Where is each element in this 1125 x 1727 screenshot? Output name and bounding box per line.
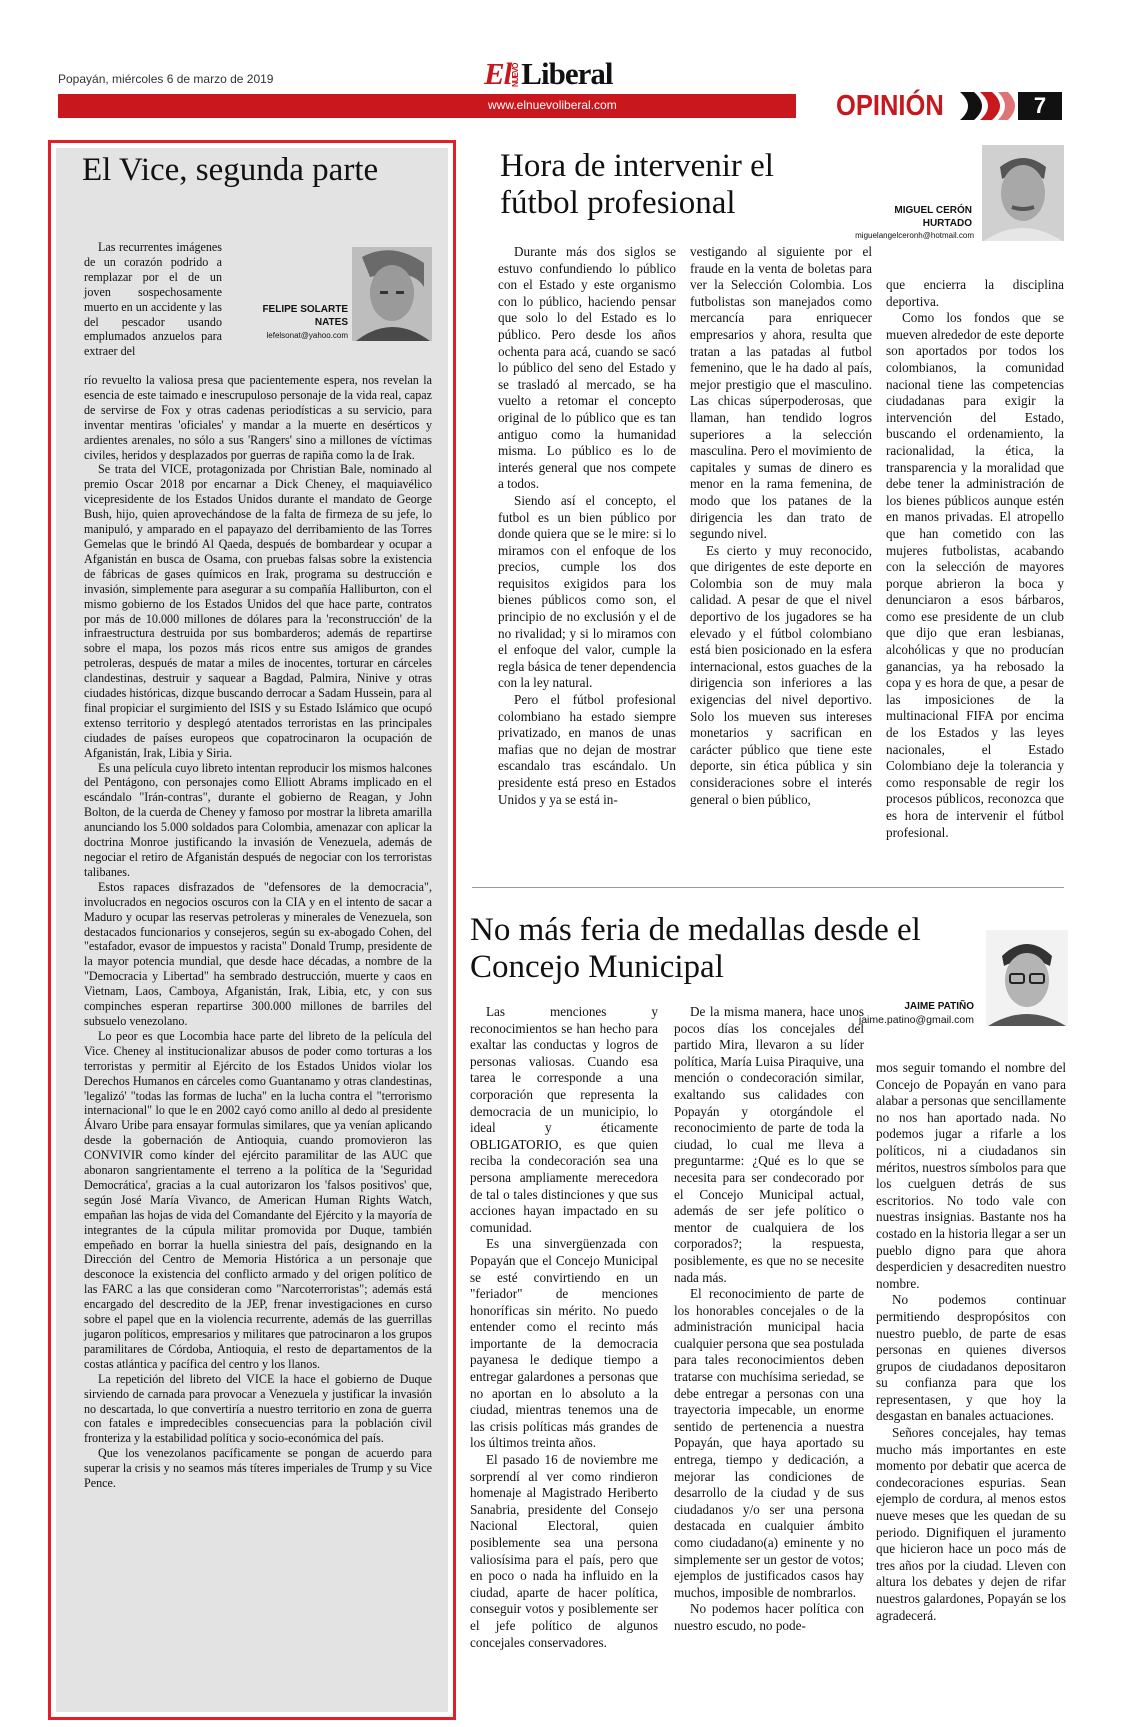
article3-paragraph: mos seguir tomando el nombre del Concejo de Popayán en vano para alabar a personas que sencillamente no nos han aportado nada. No podemos jugar a rifarle a los políticos, ni a ciudadanos sin méritos, nuestros símbolos para que los cuelguen detrás de sus escritorios. No todo vale con nuestras insignias. Bastante nos ha costado en la historia llegar a ser un pueblo digno para que ahora desperdicien y desacrediten nuestro nombre. — [876, 1060, 1066, 1291]
article1-intro — [84, 240, 222, 359]
article3-title[interactable]: No más feria de medallas desde el Concejo Municipal — [470, 912, 921, 985]
section-title: OPINIÓN — [836, 90, 944, 122]
article3-paragraph: Es una sinvergüenzada con Popayán que el Concejo Municipal se esté convirtiendo en un "feriador" de menciones honoríficas sin mérito. No puedo entender como el recinto más importante de la democracia payanesa le dedique tiempo a entregar galardones a personas que no aportan en lo absoluto a la ciudad, mientras tenemos una de las crisis políticas más grandes de los últimos treinta años. — [470, 1236, 658, 1451]
article2-paragraph: Es cierto y muy reconocido, que dirigentes de este deporte en Colombia son de muy mala calidad. A pesar de que el nivel deportivo de los jugadores se ha elevado y el fútbol colombiano está bien posicionado en la esfera internacional, estos guaches de la dirigencia son inferiores a las exigencias del nivel deportivo. Solo los mueven sus intereses monetarios y sacrifican en carácter público que tiene este deporte, sin ética pública y sin consideraciones sobre el interés general o bien público, — [690, 542, 872, 807]
article1-paragraph: La repetición del libreto del VICE la hace el gobierno de Duque sirviendo de carnada para provocar a Venezuela y justificar la invasión no descartada, lo que convertiría a nuestro territorio en zona de guerra con fatales e impredecibles consecuencias para la población civil fronteriza y la estabilidad política y socio-económica del país. — [84, 1371, 432, 1446]
article2-paragraph: vestigando al siguiente por el fraude en la venta de boletas para ver la Selección Colombia. Los futbolistas son manejados como mercancía para enriquecer empresarios y ahora, resulta que tratan a las patadas al futbol femenino, que le ha dado al país, mejor prestigio que el masculino. Las chicas súperpoderosas, que llaman, han tendido logros superiores a la selección masculina. Pero el movimiento de capitales y sumas de dinero es menor en la rama femenina, de modo que los patanes de la dirigencia les dan trato de segundo nivel. — [690, 244, 872, 542]
issue-date: Popayán, miércoles 6 de marzo de 2019 — [58, 72, 274, 86]
article1-title[interactable]: El Vice, segunda parte — [82, 152, 379, 188]
article3-column — [470, 1004, 658, 1651]
author3-photo — [986, 930, 1068, 1026]
newspaper-logo[interactable] — [484, 58, 612, 89]
article1-paragraph: río revuelto la valiosa presa que pacientemente espera, nos revelan la esencia de este taimado e inescrupuloso personaje de la vida real, capaz de servirse de Fox y otras cadenas periodísticas a su servicio, para inventar mentiras 'oficiales' y mandar a la muerte en desérticos y ardientes arenales, no sólo a sus 'Rangers' sino a millones de víctimas civiles, heridos y desplazados por guerras de rapiña como la de Irak. — [84, 373, 432, 462]
website-url[interactable]: www.elnuevoliberal.com — [488, 98, 617, 112]
article3-column — [876, 1060, 1066, 1624]
article2-paragraph: que encierra la disciplina deportiva. — [886, 277, 1064, 309]
article2-column — [690, 244, 872, 808]
author1-photo — [352, 247, 432, 341]
author3-email[interactable]: jaime.patino@gmail.com — [858, 1014, 974, 1026]
header-red-bar — [58, 94, 796, 118]
article2-paragraph: Pero el fútbol profesional colombiano ha estado siempre privatizado, en manos de unas mafias que no dejan de mostrar escandalo tras escándalo. Un presidente está preso en Estados Unidos y ya se está in- — [498, 692, 676, 807]
article1-paragraph: Es una película cuyo libreto intentan reproducir los mismos halcones del Pentágono, con personajes como Elliott Abrams implicado en el escándalo "Irán-contras", durante el gobierno de Reagan, y John Bolton, de la cuerda de Cheney y famoso por mostrar la libreta amarilla anunciando los 5.000 soldados para Colombia, amenazar con aplicar la doctrina Monroe justificando la invasión de Venezuela, además de negociar el retiro de Afganistán después de negociar con los terroristas talibanes. — [84, 760, 432, 879]
author1-email[interactable]: lefelsonat@yahoo.com — [266, 331, 348, 340]
author2-email[interactable]: miguelangelceronh@hotmail.com — [855, 231, 974, 240]
article1-paragraph: Que los venezolanos pacíficamente se pongan de acuerdo para superar la crisis y no seamos más títeres imperiales de Trump y su Vice Pence. — [84, 1446, 432, 1491]
author3-name: JAIME PATIÑO — [904, 1001, 974, 1012]
author2-name: MIGUEL CERÓN HURTADO — [894, 205, 972, 229]
article3-paragraph: El pasado 16 de noviembre me sorprendí al ver como rindieron homenaje al Magistrado Heriberto Sanabria, presidente del Consejo Nacional Electoral, quien posiblemente sea una persona valiosísima para el país, pero que en poco o nada ha influido en la ciudad, aparte de hacer política, conseguir votos y posiblemente ser el jefe político de algunos concejales conservadores. — [470, 1452, 658, 1650]
article3-paragraph: Señores concejales, hay temas mucho más importantes en este momento por debatir que acerca de condecoraciones espurias. Sean ejemplo de cordura, al menos estos nueve meses que les quedan de su periodo. Dignifiquen el juramento que hicieron hace un poco más de tres años por la ciudad. Lleven con altura los debates y dejen de rifar nuestros galardones, Popayán se los agradecerá. — [876, 1425, 1066, 1623]
divider — [472, 887, 1064, 888]
page-number: 7 — [1018, 92, 1062, 120]
article1-paragraph: Estos rapaces disfrazados de "defensores de la democracia", involucrados en negocios oscuros con la CIA y en el intento de sacar a Maduro y ocupar las reservas petroleras y minerales de Venezuela, son destacados funcionarios y consejeros, según su ex-abogado Cohen, del "estafador, evasor de impuestos y racista" Donald Trump, presidente de la mayor potencia mundial, que desde hace décadas, a nombre de la "Democracia y Libertad" ha sembrado destrucción, muerte y caos en Vietnam, Laos, Camboya, Afganistán, Irak, Libia, etc, y con sus compinches esperan repartirse 300.000 millones de barriles del subsuelo venezolano. — [84, 879, 432, 1028]
article3-paragraph: Las menciones y reconocimientos se han hecho para exaltar las conductas y logros de personas valiosas. Cuando esa tarea le corresponde a una corporación que representa la democracia de un municipio, lo ideal y éticamente OBLIGATORIO, es que quien reciba la condecoración sea una persona ampliamente merecedora de tal o tales distinciones y que sus acciones hayan impactado en su comunidad. — [470, 1004, 658, 1235]
article2-column — [498, 244, 676, 808]
article3-paragraph: No podemos continuar permitiendo despropósitos con nuestro pueblo, de parte de esas personas en quienes diversos grupos de ciudadanos depositaron su confianza para que los representasen, y que hoy la desgastan en banales actuaciones. — [876, 1292, 1066, 1424]
logo-nuevo: NUEVO — [511, 63, 521, 87]
article2-paragraph: Como los fondos que se mueven alrededor de este deporte son aportados por todos los colombianos, la comunidad nacional tiene las competencias ciudadanas para exigir la intervención del Estado, buscando el ordenamiento, la racionalidad, la ética, la transparencia y la moralidad que debe tener la administración de los bienes públicos aunque estén en manos privadas. El atropello que han cometido con las mujeres futbolistas, acabando con la selección de mayores porque abrieron la boca y denunciaron a esos bárbaros, como ese presidente de un club que dijo que eran lesbianas, alcohólicas y que no producían ganancias, ya ha rebosado la copa y es hora de que, a pesar de las imposiciones de la multinacional FIFA por encima de los Estados y las leyes nacionales, el Estado Colombiano deje la tolerancia y como responsable de regir los procesos públicos, reconozca que es hora de intervenir el fútbol profesional. — [886, 310, 1064, 840]
article2-paragraph: Siendo así el concepto, el futbol es un bien público por donde quiera que se le mire: si lo miramos con el enfoque de los precios, cumple los dos requisitos exigidos para los bienes públicos como son, el principio de no exclusión y el de no rivalidad; y si lo miramos con el enfoque del valor, cumple la regla básica de tener dependencia con la ley natural. — [498, 492, 676, 691]
logo-liberal: Liberal — [521, 56, 613, 91]
article3-paragraph: No podemos hacer política con nuestro escudo, no pode- — [674, 1601, 864, 1633]
logo-el: El — [484, 56, 512, 91]
article2-column — [886, 277, 1064, 841]
article3-paragraph: De la misma manera, hace unos pocos días los concejales del partido Mira, llevaron a su líder política, María Luisa Piraquive, una mención o condecoración similar, exaltando sus calidades con Popayán y otorgándole el reconocimiento de parte de toda la ciudad, lo cual me lleva a preguntarme: ¿Qué es lo que se necesita para ser condecorado por el Concejo Municipal actual, además de ser jefe político o mentor de cualquiera de los corporados?; la respuesta, posiblemente, es que no se necesite nada más. — [674, 1004, 864, 1285]
article2-title[interactable]: Hora de intervenir el fútbol profesional — [500, 148, 774, 221]
article3-column — [674, 1004, 864, 1635]
author1-name: FELIPE SOLARTE NATES — [262, 304, 348, 328]
article1-paragraph: Se trata del VICE, protagonizada por Christian Bale, nominado al premio Oscar 2018 por encarnar a Dick Cheney, el maquiavélico vicepresidente de los Estados Unidos durante el mandato de George Bush, hijo, quien aprovechándose de la falta de firmeza de su jefe, lo manipuló, y amparado en el papayazo del derribamiento de las Torres Gemelas que le brindó Al Qaeda, después de bombardear y ocupar a Afganistán en busca de Osama, con pruebas falsas sobre la existencia de fábricas de gases químicos en Irak, programa su destrucción e invasión, simplemente para asegurar a su compañía Halliburton, con el mismo gobierno de los Estados Unidos del que hace parte, contratos por más de 10.000 millones de dólares para la 'reconstrucción' de la infraestructura destruida por sus bombarderos; además de repartirse sobre el mapa, los pozos más ricos entre sus amigos de grandes petroleras, después de matar a miles de inocentes, torturar en cárceles clandestinas, destruir y saquear a Bagdad, Palmira, Ninive y otras ciudades históricas, dizque buscando derrocar a Sadam Hussein, para al final propiciar el surgimiento del ISIS y su Estado Islámico que ocupó extenso territorio y desplegó atentados terroristas en las principales ciudades de países europeos que copatrocinaron la ocupación de Afganistán, Irak, Libia y Siria. — [84, 462, 432, 760]
article1-paragraph: Lo peor es que Locombia hace parte del libreto de la película del Vice. Cheney al institucionalizar abusos de poder como torturas a los terroristas y permitir al Ejército de los Estados Unidos violar los Derechos Humanos en cárceles como Guantanamo y otras clandestinas, 'legalizó' "todas las formas de lucha" en la lucha contra el "terrorismo internacional" lo que le en 2002 cayó como anillo al dedo al presidente Álvaro Uribe para ensayar formulas similares, que ya venían aplicando desde la gobernación de Antioquia, cuando promovieron las CONVIVIR como kínder del ejército paramilitar de las AUC que abonaron sangrientamente el terreno a la política de la 'Seguridad Democrática', gracias a la cual autorizaron los 'falsos positivos' que, según José María Vivanco, de American Human Rights Watch, empañan las hojas de vida del Comandante del Ejército y la mayoría de integrantes de la cúpula militar promovida por Duque, también empeñado en borrar la huella siniestra del país, designando en la Dirección del Centro de Memoria Histórica a un personaje que desconoce la existencia del conflicto armado y del origen político de las FARC a las que consideran como "Narcoterroristas"; además está encargado del descredito de la JEP, frenar investigaciones en curso sobre el papel que en la violencia recurrente, además de las guerrillas jugaron políticos, empresarios y militares que patrocinaron a los grupos paramilitares de Córdoba, Antioquia, el resto de departamentos de la costas atlántica y pacífica del centro y los llanos. — [84, 1028, 432, 1371]
author2-photo — [982, 145, 1064, 241]
chevron-icon — [960, 92, 1020, 120]
article1-body — [84, 373, 432, 1491]
article1-intro-text: Las recurrentes imágenes de un corazón podrido a remplazar por el de un joven sospechosamente muerto en un accidente y las del pescador usando emplumados anzuelos para extraer del — [84, 240, 223, 359]
article2-paragraph: Durante más dos siglos se estuvo confundiendo lo público con el Estado y este organismo con lo público, haciendo pensar que solo lo del Estado es lo público. Pero desde los años ochenta para acá, cuando se sacó lo público del seno del Estado y se trasladó al mercado, se ha vuelto a retomar el concepto original de lo público que es tan antiguo como la humanidad misma. Lo público es lo de interés general que nos compete a todos. — [498, 244, 676, 492]
article3-paragraph: El reconocimiento de parte de los honorables concejales o de la administración municipal hacia cualquier persona que sea postulada para tales reconocimientos deben tratarse con muchísima seriedad, se debe entregar a personas con una trayectoria impecable, un enorme sentido de pertenencia a nuestra Popayán, que haya aportado su entrega, tiempo y dedicación, a mejorar las condiciones de desarrollo de la ciudad y de sus ciudadanos y/o ser una persona destacada en cualquier ámbito como ciudadano(a) eminente y no simplemente ser un gestor de votos; ejemplos de justificados casos hay muchos, imposible de nombrarlos. — [674, 1286, 864, 1600]
